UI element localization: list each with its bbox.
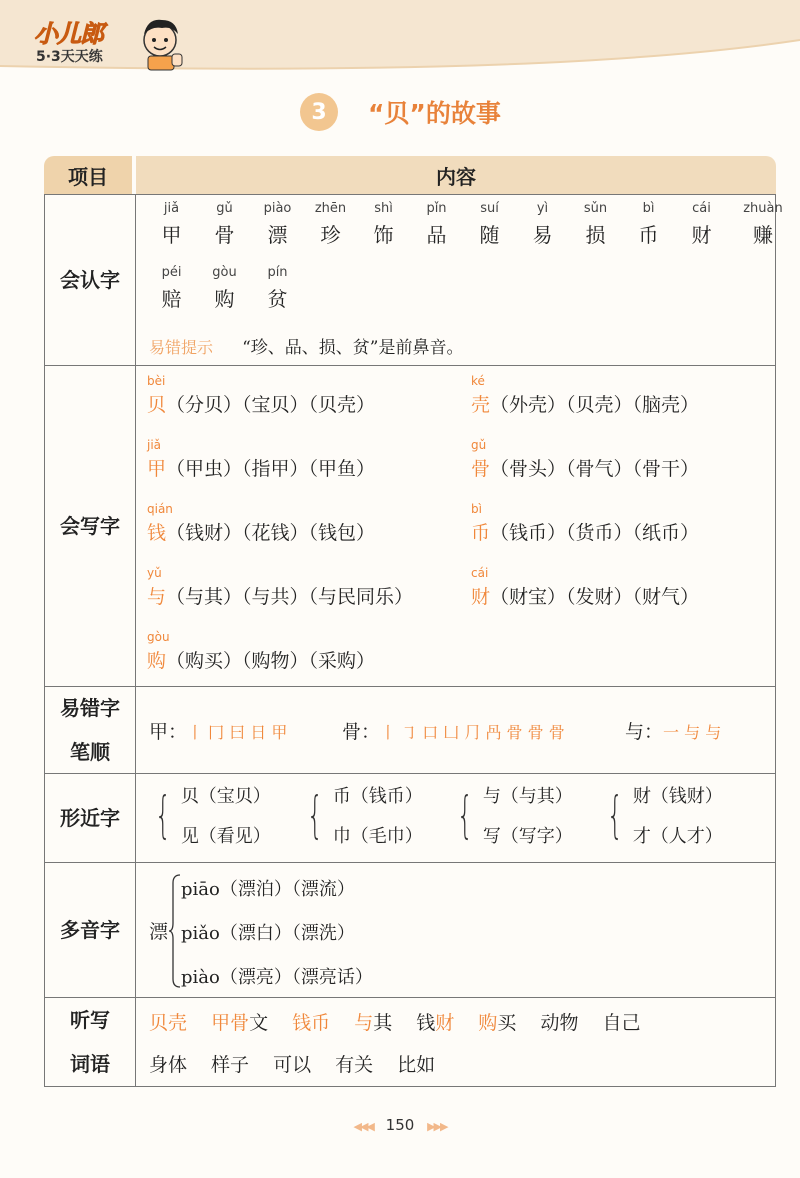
write-item: bì 币（钱币）（货币）（纸币） (471, 502, 700, 544)
dictation-line-2: 身体 样子 可以 有关 比如 (149, 1054, 436, 1076)
char-item: pín 贫 (267, 265, 288, 311)
row-content (137, 366, 775, 686)
mascot-icon (136, 16, 186, 72)
polyphonic-readings: piāo（漂泊）（漂流） piǎo（漂白）（漂洗） piào（漂亮）（漂亮话） (181, 879, 373, 988)
logo-main-text: 小儿郎 (34, 20, 103, 48)
write-item: yǔ 与（与其）（与共）（与民同乐） (147, 566, 414, 608)
row-stroke-order (45, 687, 775, 774)
similar-group: { 财（钱财） 才（人才） (606, 786, 723, 847)
similar-group: { 贝（宝贝） 见（看见） (154, 786, 271, 847)
char-item: pǐn 品 (426, 201, 447, 247)
header-project: 项目 (44, 156, 132, 194)
recognize-line-2 (145, 265, 304, 312)
char-item: yì 易 (532, 201, 553, 247)
char-item: zhēn 珍 (314, 201, 347, 247)
lesson-title-text: “贝”的故事 (368, 99, 501, 128)
row-label: 听写 词语 (45, 998, 136, 1086)
brand-logo (28, 10, 178, 70)
row-label: 多音字 (45, 863, 136, 997)
char-item: jiǎ 甲 (161, 201, 182, 247)
write-item: gòu 购（购买）（购物）（采购） (147, 630, 376, 672)
write-item: jiǎ 甲（甲虫）（指甲）（甲鱼） (147, 438, 376, 480)
row-content (137, 195, 783, 365)
char-item: bì 币 (638, 201, 659, 247)
char-item: sǔn 损 (583, 201, 608, 247)
char-item: piào 漂 (263, 201, 292, 247)
brace-icon (169, 873, 181, 989)
char-item: gòu 购 (212, 265, 237, 311)
stroke-yu: 与：一 与 与 (625, 721, 722, 743)
row-label: 会写字 (45, 366, 136, 686)
recognize-line-1 (145, 201, 798, 248)
row-content (137, 863, 775, 997)
page-footer (0, 1116, 800, 1134)
write-item: gǔ 骨（骨头）（骨气）（骨干） (471, 438, 700, 480)
char-item: gǔ 骨 (214, 201, 235, 247)
header-content: 内容 (136, 156, 776, 194)
table-header (44, 156, 776, 194)
row-content (137, 687, 775, 773)
stroke-gu: 骨：丨 ㇆ 口 凵 ⺆ 冎 骨 骨 骨 (342, 721, 565, 743)
logo-sub-text: 5·3天天练 (36, 49, 103, 65)
table-body (44, 194, 783, 1087)
char-item: shì 饰 (373, 201, 394, 247)
row-polyphonic (45, 863, 775, 998)
page-number: 150 (385, 1116, 415, 1134)
similar-group: { 与（与其） 写（写字） (456, 786, 573, 847)
tip-text: “珍、品、损、贫”是前鼻音。 (242, 338, 464, 358)
write-item: cái 财（财宝）（发财）（财气） (471, 566, 700, 608)
row-label: 会认字 (45, 195, 136, 365)
lesson-title (300, 92, 501, 132)
char-item: suí 随 (479, 201, 500, 247)
row-label: 易错字 笔顺 (45, 687, 136, 773)
row-content (137, 774, 775, 862)
char-item: zhuàn 赚 (743, 201, 783, 247)
row-label: 形近字 (45, 774, 136, 862)
row-similar-chars (45, 774, 775, 863)
tip (149, 333, 464, 358)
prev-arrows-icon: ◀◀◀ (353, 1120, 373, 1133)
stroke-jia: 甲：丨 冂 曰 日 甲 (149, 721, 288, 743)
next-arrows-icon: ▶▶▶ (427, 1120, 447, 1133)
write-item: bèi 贝（分贝）（宝贝）（贝壳） (147, 374, 376, 416)
row-dictation (45, 998, 775, 1086)
char-item: péi 赔 (161, 265, 182, 311)
dictation-line-1: 贝壳 甲骨文 钱币 与其 钱财 购买 动物 自己 (149, 1012, 641, 1034)
write-item: ké 壳（外壳）（贝壳）（脑壳） (471, 374, 700, 416)
row-content (137, 998, 775, 1086)
char-item: cái 财 (691, 201, 712, 247)
lesson-number: 3 (300, 93, 338, 131)
tip-label: 易错提示 (149, 338, 214, 357)
row-write-chars (45, 366, 775, 687)
row-recognize-chars (45, 195, 783, 366)
similar-group: { 币（钱币） 巾（毛巾） (306, 786, 423, 847)
polyphonic-char: 漂 (149, 921, 169, 943)
write-item: qián 钱（钱财）（花钱）（钱包） (147, 502, 376, 544)
